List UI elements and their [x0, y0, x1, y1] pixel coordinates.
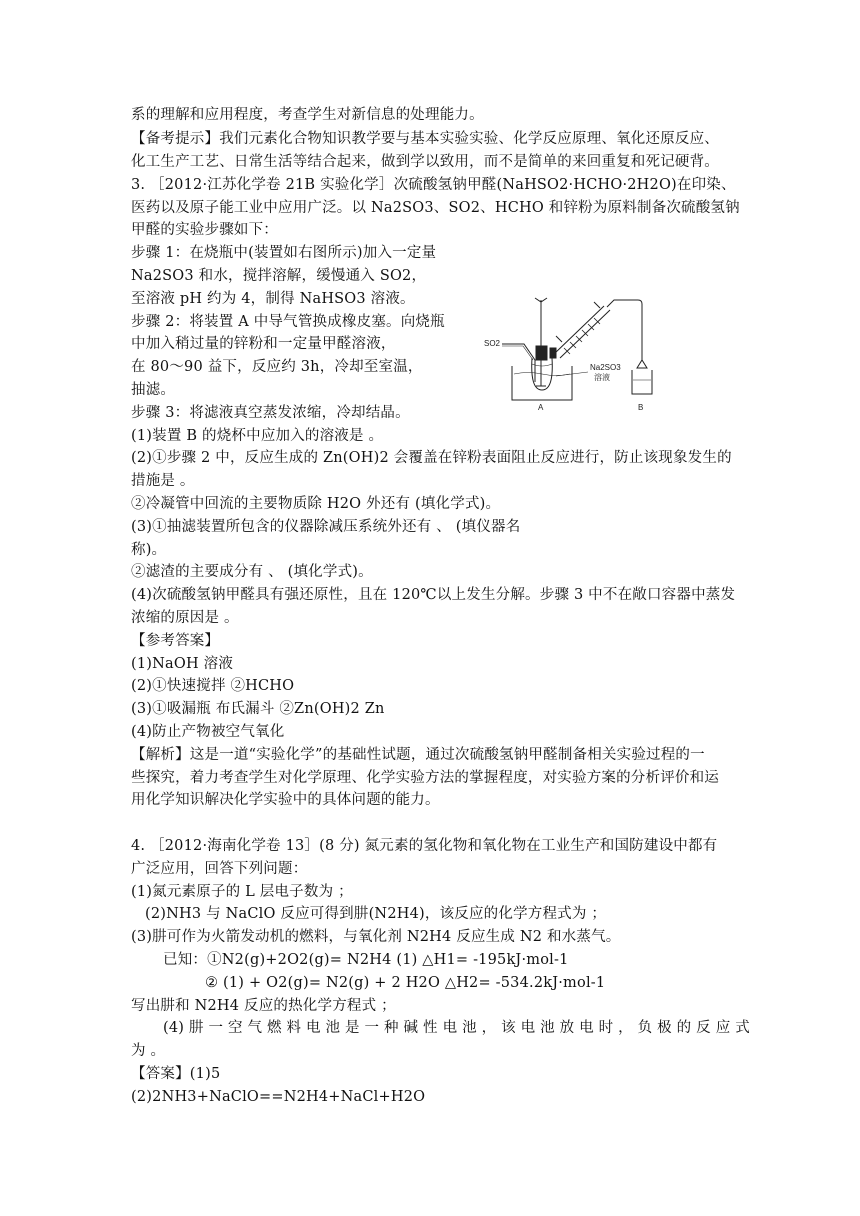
equation-line: ② (1) + O2(g)= N2(g) + 2 H2O △H2= -534.2kJ·mol-1 [205, 975, 606, 991]
condenser [554, 302, 610, 358]
question-line: (4) 肼 一 空 气 燃 料 电 池 是 一 种 碱 性 电 池 ， 该 电 池 放 电 时 ， 负 极 的 反 应 式 [163, 1020, 750, 1036]
question-line: (2)①步骤 2 中，反应生成的 Zn(OH)2 会覆盖在锌粉表面阻止反应进行，防止该现象发生的 [131, 450, 732, 466]
text-line: 广泛应用，回答下列问题： [131, 861, 308, 877]
answer-heading: 【参考答案】 [131, 633, 220, 649]
text-line: 系的理解和应用程度，考查学生对新信息的处理能力。 [131, 107, 484, 123]
answer-heading: 【答案】(1)5 [131, 1066, 221, 1082]
water-bath [512, 366, 572, 400]
question-line: 写出肼和 N2H4 反应的热化学方程式 ； [131, 998, 396, 1014]
question-line: (1)氮元素原子的 L 层电子数为 ； [131, 884, 353, 900]
apparatus-diagram [480, 288, 680, 416]
text-line: 医药以及原子能工业中应用广泛。以 Na2SO3、SO2、HCHO 和锌粉为原料制备次硫酸氢钠 [131, 200, 740, 216]
question-4-title: 4. ［2012·海南化学卷 13］(8 分) 氮元素的氢化物和氧化物在工业生产和国防建设中都有 [131, 838, 718, 854]
exam-tip-line: 【备考提示】我们元素化合物知识教学要与基本实验实验、化学反应原理、氧化还原反应、 [131, 131, 719, 147]
text-line: 至溶液 pH 约为 4，制得 NaHSO3 溶液。 [131, 291, 415, 307]
question-line: 称)。 [131, 542, 167, 558]
beaker-b [632, 370, 652, 394]
question-line: (2)NH3 与 NaClO 反应可得到肼(N2H4)，该反应的化学方程式为 ； [145, 906, 607, 922]
delivery-tube [607, 300, 642, 360]
label-solution: 溶液 [594, 373, 610, 382]
equation-line: 已知：①N2(g)+2O2(g)= N2H4 (1) △H1= -195kJ·mol-1 [163, 952, 569, 968]
question-line: 为 。 [131, 1043, 166, 1059]
question-line: (1)装置 B 的烧杯中应加入的溶液是 。 [131, 428, 384, 444]
text-line: 甲醛的实验步骤如下： [131, 222, 278, 238]
apparatus-figure [480, 288, 680, 416]
label-b: B [638, 403, 644, 412]
label-na2so3: Na2SO3 [590, 363, 621, 372]
step-1-line: 步骤 1：在烧瓶中(装置如右图所示)加入一定量 [131, 245, 437, 261]
answer-line: (2)①快速搅拌 ②HCHO [131, 678, 295, 694]
gas-inlet-tube [502, 344, 535, 382]
analysis-line: 【解析】这是一道“实验化学”的基础性试题，通过次硫酸氢钠甲醛制备相关实验过程的一 [131, 747, 705, 763]
answer-line: (3)①吸漏瓶 布氏漏斗 ②Zn(OH)2 Zn [131, 701, 385, 717]
question-line: ②滤渣的主要成分有 、 (填化学式)。 [131, 564, 373, 580]
question-line: (3)①抽滤装置所包含的仪器除减压系统外还有 、 (填仪器名 [131, 519, 521, 535]
question-line: (4)次硫酸氢钠甲醛具有强还原性，且在 120℃以上发生分解。步骤 3 中不在敞口容器中蒸发 [131, 587, 736, 603]
text-line: 在 80～90 益下，反应约 3h，冷却至室温， [131, 359, 423, 375]
text-line: Na2SO3 和水，搅拌溶解，缓慢通入 SO2， [131, 268, 427, 284]
analysis-line: 些探究，着力考查学生对化学原理、化学实验方法的掌握程度，对实验方案的分析评价和运 [131, 770, 719, 786]
text-line: 中加入稍过量的锌粉和一定量甲醛溶液， [131, 336, 396, 352]
question-line: ②冷凝管中回流的主要物质除 H2O 外还有 (填化学式)。 [131, 496, 501, 512]
question-line: 浓缩的原因是 。 [131, 610, 239, 626]
stopper [536, 346, 547, 360]
text-line: 抽滤。 [131, 382, 176, 398]
question-line: (3)肼可作为火箭发动机的燃料，与氧化剂 N2H4 反应生成 N2 和水蒸气。 [131, 929, 621, 945]
analysis-line: 用化学知识解决化学实验中的具体问题的能力。 [131, 792, 440, 808]
label-a: A [538, 403, 544, 412]
answer-line: (1)NaOH 溶液 [131, 656, 234, 672]
text-line: 化工生产工艺、日常生活等结合起来，做到学以致用，而不是简单的来回重复和死记硬背。 [131, 154, 719, 170]
question-3-title: 3. ［2012·江苏化学卷 21B 实验化学］次硫酸氢钠甲醛(NaHSO2·HCHO·2H2O)在印染、 [131, 177, 736, 193]
step-3-line: 步骤 3：将滤液真空蒸发浓缩，冷却结晶。 [131, 405, 410, 421]
question-line: 措施是 。 [131, 473, 195, 489]
answer-line: (4)防止产物被空气氧化 [131, 724, 285, 740]
step-2-line: 步骤 2：将装置 A 中导气管换成橡皮塞。向烧瓶 [131, 314, 445, 330]
answer-line: (2)2NH3+NaClO==N2H4+NaCl+H2O [131, 1089, 426, 1105]
label-so2: SO2 [484, 339, 501, 348]
